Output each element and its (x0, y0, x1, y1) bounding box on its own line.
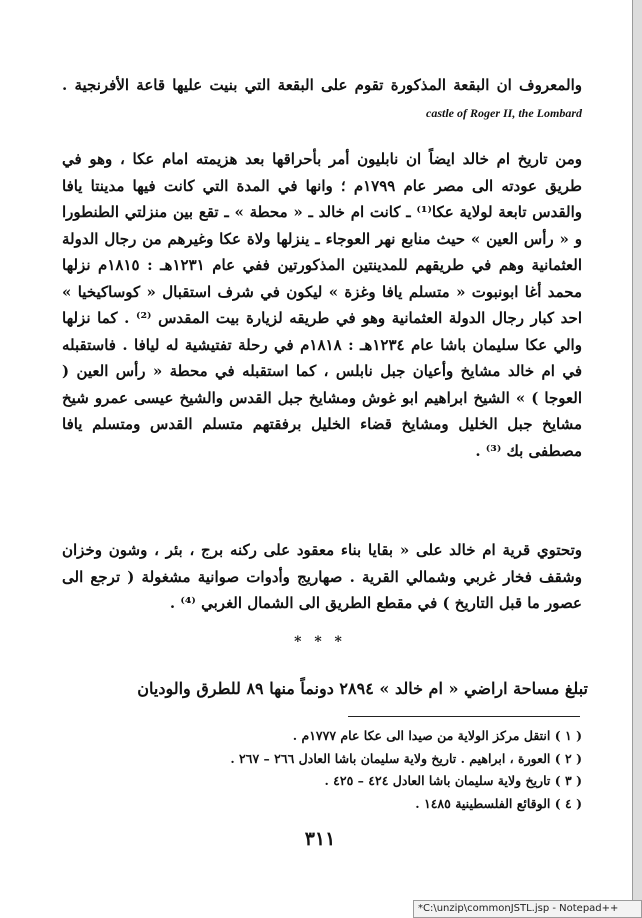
taskbar-window-tooltip[interactable]: *C:\unzip\commonJSTL.jsp - Notepad++ (413, 900, 642, 918)
paragraph-2 (62, 146, 582, 464)
paragraph-1-arabic: والمعروف ان البقعة المذكورة تقوم على البقعة التي بنيت عليها قاعة الأفرنجية . (62, 76, 582, 94)
paragraph-2-text: ومن تاريخ ام خالد ايضاً ان نابليون أمر بأحراقها بعد هزيمته امام عكا ، وهو في طريق عودته الى مصر عام ١٧٩٩م ؛ وانها في المدة التي كانت فيها مدينتا يافا والقدس تابعة لولاية عكا⁽¹⁾ ـ كانت ام خالد ـ « محطة » ـ تقع بين منزلتي الطنطورا و « رأس العين » حيث منابع نهر العوجاء ـ ينزلها ولاة عكا وغيرهم من رجال الدولة العثمانية وهم في طريقهم للمدينتين المذكورتين ففي عام ١٢٣١هـ : ١٨١٥م نزلها محمد أغا ابونبوت « متسلم يافا وغزة » ليكون في شرف استقبال « كوساكيخيا » احد كبار رجال الدولة العثمانية وهو في طريقه لزيارة بيت المقدس ⁽²⁾ . كما نزلها والي عكا سليمان باشا عام ١٢٣٤هـ : ١٨١٨م في رحلة تفتيشية له ليافا . فاستقبله في ام خالد مشايخ وأعيان جبل نابلس ، كما استقبله في محطة « رأس العين ( العوجا ) » الشيخ ابراهيم ابو غوش ومشايخ جبل القدس والشيخ عيسى عمرو شيخ مشايخ جبل الخليل ومشايخ قضاء الخليل برفقتهم متسلم القدس ومتسلم يافا مصطفى بك ⁽³⁾ . (62, 150, 583, 460)
footnote-1: ( ١ ) انتقل مركز الولاية من صيدا الى عكا عام ١٧٧٧م . (292, 728, 582, 743)
page-number: ٣١١ (304, 828, 336, 850)
area-statement: تبلغ مساحة اراضي « ام خالد » ٢٨٩٤ دونماً منها ٨٩ للطرق والوديان (137, 679, 588, 698)
paragraph-1 (62, 72, 582, 126)
footnote-2: ( ٢ ) العورة ، ابراهيم . تاريخ ولاية سليمان باشا العادل ٢٦٦ – ٢٦٧ . (230, 750, 582, 766)
footnote-4: ( ٤ ) الوقائع الفلسطينية ١٤٨٥ . (415, 795, 582, 811)
paragraph-1-latin-phrase: castle of Roger II, the Lombard (426, 105, 582, 120)
window-edge (632, 0, 642, 918)
section-separator: * * * (294, 634, 346, 650)
footnotes (150, 725, 582, 815)
footnote-divider (348, 716, 580, 717)
paragraph-3-text: وتحتوي قرية ام خالد على « بقايا بناء معقود على ركنه برج ، بئر ، وشون وخزان وشقف فخار غربي وشمالي القرية . صهاريج وأدوات صوانية مشغولة ( ترجع الى عصور ما قبل التاريخ ) في مقطع الطريق الى الشمال الغربي ⁽⁴⁾ . (62, 541, 582, 612)
footnote-3: ( ٣ ) تاريخ ولاية سليمان باشا العادل ٤٢٤ – ٤٢٥ . (324, 773, 582, 788)
paragraph-3 (62, 537, 582, 617)
